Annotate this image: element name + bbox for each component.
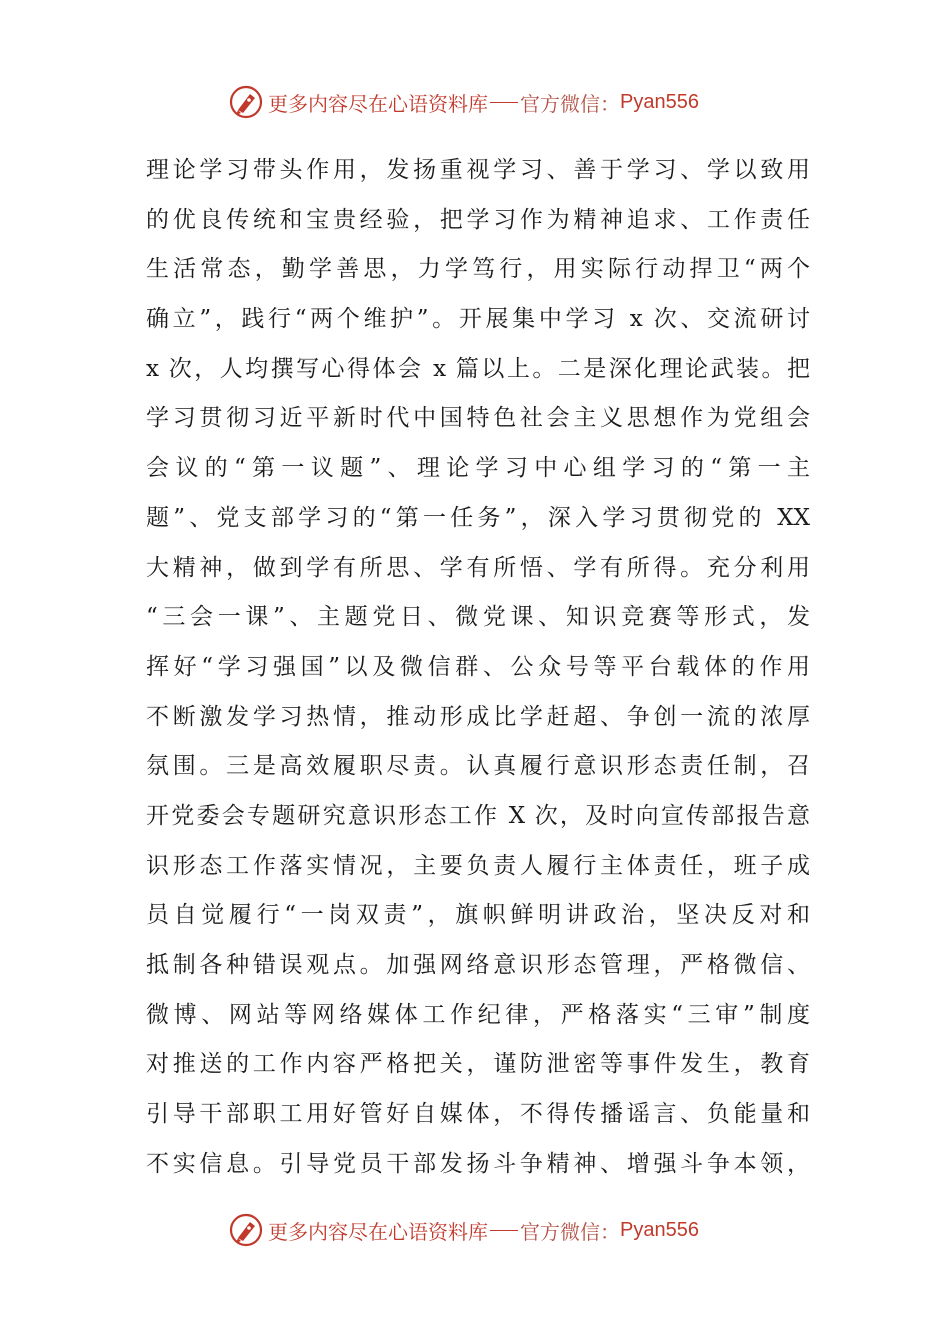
- text-line: 员自觉履行“一岗双责”，旗帜鲜明讲政治，坚决反对和: [146, 902, 810, 929]
- text-line: 确立”，践行“两个维护”。开展集中学习 x 次、交流研讨: [146, 306, 810, 333]
- text-line: 对推送的工作内容严格把关，谨防泄密等事件发生，教育: [146, 1051, 810, 1078]
- text-line: 微博、网站等网络媒体工作纪律，严格落实“三审”制度: [146, 1001, 810, 1028]
- banner-account: Pyan556: [620, 1218, 699, 1241]
- text-line: “三会一课”、主题党日、微党课、知识竞赛等形式，发: [146, 604, 810, 631]
- header-banner: [228, 82, 728, 122]
- banner-label: 官方微信：: [520, 1219, 620, 1244]
- body-text: [146, 146, 810, 1189]
- text-line: 识形态工作落实情况，主要负责人履行主体责任，班子成: [146, 852, 810, 879]
- text-line: 挥好“学习强国”以及微信群、公众号等平台载体的作用: [146, 653, 810, 680]
- text-line: 的优良传统和宝贵经验，把学习作为精神追求、工作责任: [146, 206, 810, 233]
- text-line: 题”、党支部学习的“第一任务”，深入学习贯彻党的 XX: [146, 504, 810, 531]
- text-line: x 次，人均撰写心得体会 x 篇以上。二是深化理论武装。把: [146, 355, 810, 382]
- text-line: 氛围。三是高效履职尽责。认真履行意识形态责任制，召: [146, 753, 810, 780]
- text-line: 不实信息。引导党员干部发扬斗争精神、增强斗争本领，: [146, 1150, 810, 1177]
- text-line: 学习贯彻习近平新时代中国特色社会主义思想作为党组会: [146, 405, 810, 432]
- text-line: 生活常态，勤学善思，力学笃行，用实际行动捍卫“两个: [146, 256, 810, 283]
- banner-dash: [490, 102, 518, 103]
- banner-text: 更多内容尽在心语资料库: [268, 91, 488, 116]
- banner-dash: [490, 1230, 518, 1231]
- footer-banner: [228, 1210, 728, 1250]
- pen-nib-icon: [228, 1212, 264, 1248]
- banner-label: 官方微信：: [520, 91, 620, 116]
- pen-nib-icon: [228, 84, 264, 120]
- text-line: 抵制各种错误观点。加强网络意识形态管理，严格微信、: [146, 952, 810, 978]
- banner-account: Pyan556: [620, 90, 699, 113]
- text-line: 不断激发学习热情，推动形成比学赶超、争创一流的浓厚: [146, 703, 810, 730]
- text-line: 开党委会专题研究意识形态工作 X 次，及时向宣传部报告意: [146, 802, 810, 829]
- text-line: 理论学习带头作用，发扬重视学习、善于学习、学以致用: [146, 157, 810, 183]
- text-line: 大精神，做到学有所思、学有所悟、学有所得。充分利用: [146, 554, 810, 581]
- text-line: 会议的“第一议题”、理论学习中心组学习的“第一主: [146, 455, 810, 482]
- banner-text: 更多内容尽在心语资料库: [268, 1219, 488, 1244]
- text-line: 引导干部职工用好管好自媒体，不得传播谣言、负能量和: [146, 1101, 810, 1128]
